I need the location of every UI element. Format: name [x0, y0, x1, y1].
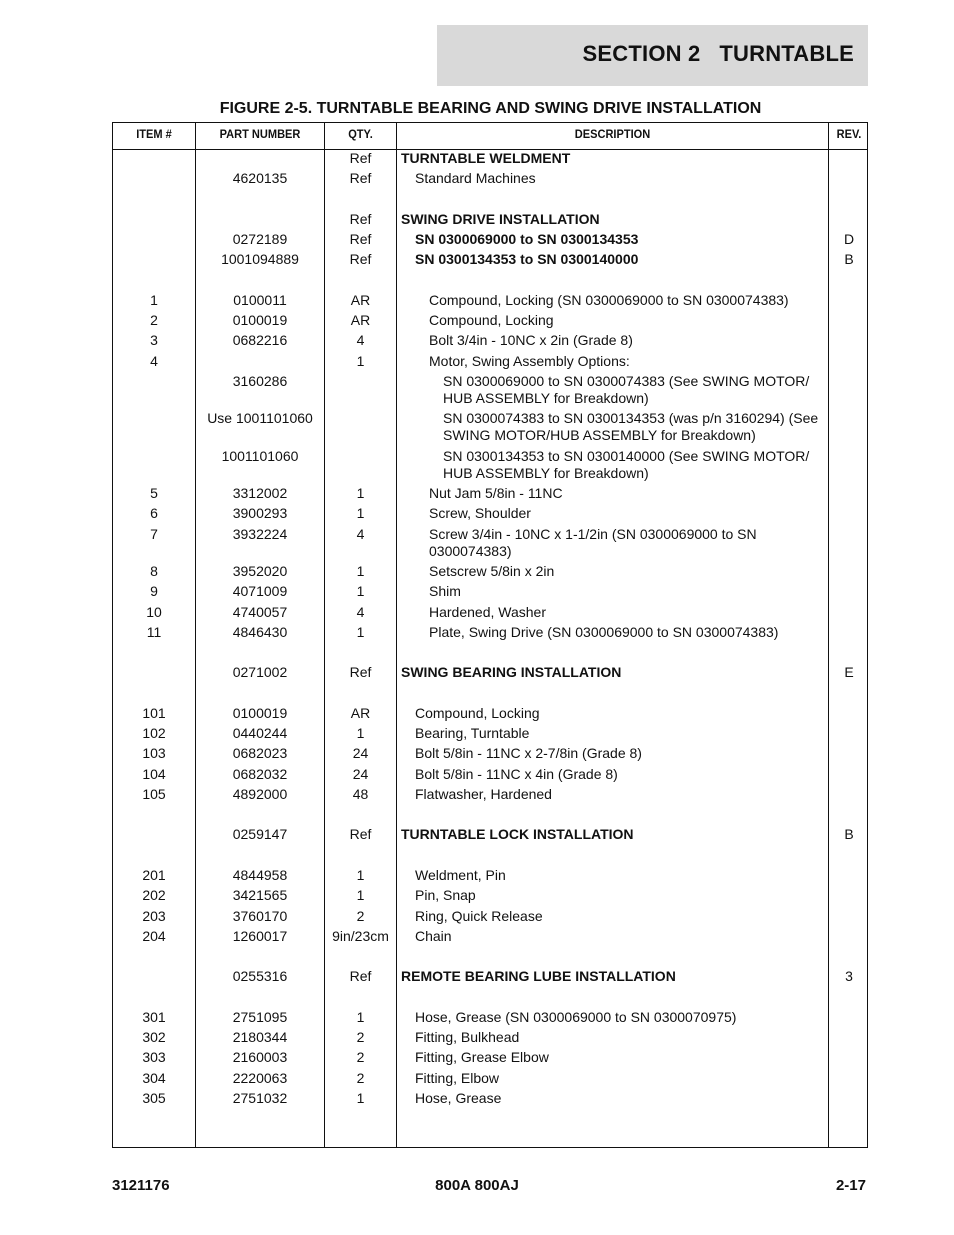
- description: Bearing, Turntable: [415, 725, 530, 741]
- quantity: AR: [350, 705, 371, 721]
- description: Setscrew 5/8in x 2in: [429, 563, 555, 579]
- description: Bolt 5/8in - 11NC x 4in (Grade 8): [415, 766, 618, 782]
- description: SWING DRIVE INSTALLATION: [401, 211, 600, 227]
- description: Compound, Locking: [429, 312, 554, 328]
- description: SN 0300069000 to SN 0300134353: [415, 231, 639, 247]
- quantity: 1: [356, 563, 365, 579]
- part-number: 0682023: [232, 745, 288, 761]
- description: Compound, Locking (SN 0300069000 to SN 0300074383): [429, 292, 789, 308]
- item-number: 305: [142, 1090, 166, 1106]
- description: Nut Jam 5/8in - 11NC: [429, 485, 563, 501]
- quantity: 24: [352, 766, 369, 782]
- part-number: 4844958: [232, 867, 288, 883]
- description: Screw, Shoulder: [429, 505, 531, 521]
- quantity: 1: [356, 353, 365, 369]
- item-number: 103: [142, 745, 166, 761]
- quantity: AR: [350, 312, 371, 328]
- quantity: Ref: [349, 968, 372, 984]
- item-number: 201: [142, 867, 166, 883]
- quantity: 1: [356, 583, 365, 599]
- quantity: 4: [356, 332, 365, 348]
- description: Standard Machines: [415, 170, 536, 186]
- part-number: 0100019: [232, 705, 288, 721]
- description: Bolt 5/8in - 11NC x 2-7/8in (Grade 8): [415, 745, 642, 761]
- description: Fitting, Elbow: [415, 1070, 500, 1086]
- quantity: Ref: [349, 211, 372, 227]
- quantity: 24: [352, 745, 369, 761]
- quantity: 2: [356, 1049, 365, 1065]
- item-number: 105: [142, 786, 166, 802]
- quantity: 1: [356, 505, 365, 521]
- item-number: 302: [142, 1029, 166, 1045]
- column-header-description: DESCRIPTION: [574, 127, 651, 141]
- section-header: [437, 25, 868, 86]
- part-number: 1001094889: [221, 251, 299, 267]
- item-number: 10: [146, 604, 162, 620]
- item-number: 104: [142, 766, 166, 782]
- quantity: Ref: [349, 170, 372, 186]
- item-number: 301: [142, 1009, 166, 1025]
- quantity: Ref: [349, 664, 372, 680]
- quantity: 2: [356, 1070, 365, 1086]
- item-number: 204: [142, 928, 166, 944]
- description: Flatwasher, Hardened: [415, 786, 552, 802]
- item-number: 5: [150, 485, 158, 501]
- part-number: 4071009: [232, 583, 288, 599]
- item-number: 4: [150, 353, 158, 369]
- quantity: Ref: [349, 251, 372, 267]
- quantity: 1: [356, 485, 365, 501]
- description: Hose, Grease: [415, 1090, 502, 1106]
- part-number: 1260017: [232, 928, 288, 944]
- part-number: 0100019: [232, 312, 288, 328]
- description: Pin, Snap: [415, 887, 476, 903]
- description: Shim: [429, 583, 461, 599]
- quantity: 2: [356, 1029, 365, 1045]
- part-number: 2751032: [232, 1090, 288, 1106]
- part-number: Use 1001101060: [207, 410, 313, 426]
- item-number: 6: [150, 505, 158, 521]
- part-number: 2220063: [232, 1070, 288, 1086]
- part-number: 0272189: [232, 231, 288, 247]
- quantity: 48: [352, 786, 369, 802]
- quantity: 4: [356, 526, 365, 542]
- description: Compound, Locking: [415, 705, 540, 721]
- quantity: AR: [350, 292, 371, 308]
- part-number: 3421565: [232, 887, 288, 903]
- section-title: SECTION 2 TURNTABLE: [582, 41, 854, 66]
- quantity: 1: [356, 624, 365, 640]
- description: Bolt 3/4in - 10NC x 2in (Grade 8): [429, 332, 633, 348]
- part-number: 2751095: [232, 1009, 288, 1025]
- quantity: 4: [356, 604, 365, 620]
- item-number: 9: [150, 583, 158, 599]
- part-number: 0255316: [232, 968, 288, 984]
- part-number: 3952020: [232, 563, 288, 579]
- part-number: 4620135: [232, 170, 288, 186]
- part-number: 3932224: [232, 526, 288, 542]
- part-number: 0440244: [232, 725, 288, 741]
- quantity: 1: [356, 887, 365, 903]
- description: Plate, Swing Drive (SN 0300069000 to SN 0300074383): [429, 624, 779, 640]
- item-number: 102: [142, 725, 166, 741]
- part-number: 4740057: [232, 604, 288, 620]
- description: Motor, Swing Assembly Options:: [429, 353, 630, 369]
- part-number: 2160003: [232, 1049, 288, 1065]
- quantity: 1: [356, 1009, 365, 1025]
- item-number: 101: [142, 705, 166, 721]
- part-number: 3160286: [232, 373, 288, 389]
- part-number: 0682032: [232, 766, 288, 782]
- revision: B: [844, 826, 854, 842]
- description: TURNTABLE WELDMENT: [401, 150, 571, 166]
- quantity: 9in/23cm: [332, 928, 389, 944]
- part-number: 2180344: [232, 1029, 288, 1045]
- description: Screw 3/4in - 10NC x 1-1/2in (SN 0300069000 to SN 0300074383): [429, 526, 757, 559]
- footer-model: 800A 800AJ: [435, 1177, 519, 1194]
- description: Hose, Grease (SN 0300069000 to SN 0300070975): [415, 1009, 737, 1025]
- part-number: 0271002: [232, 664, 288, 680]
- footer-page-number: 2-17: [835, 1177, 866, 1194]
- description: TURNTABLE LOCK INSTALLATION: [401, 826, 634, 842]
- quantity: 1: [356, 725, 365, 741]
- item-number: 303: [142, 1049, 166, 1065]
- revision: B: [844, 251, 854, 267]
- description: SWING BEARING INSTALLATION: [401, 664, 622, 680]
- part-number: 4846430: [232, 624, 288, 640]
- column-header-qty: QTY.: [348, 127, 373, 141]
- description: SN 0300074383 to SN 0300134353 (was p/n 3160294) (See SWING MOTOR/HUB ASSEMBLY for Breakdown): [443, 410, 819, 443]
- footer-doc-number: 3121176: [112, 1177, 170, 1194]
- quantity: 2: [356, 908, 365, 924]
- item-number: 304: [142, 1070, 166, 1086]
- item-number: 7: [150, 526, 158, 542]
- item-number: 1: [150, 292, 158, 308]
- description: Hardened, Washer: [429, 604, 546, 620]
- description: Fitting, Bulkhead: [415, 1029, 520, 1045]
- part-number: 3312002: [232, 485, 288, 501]
- column-divider: [828, 123, 829, 1147]
- quantity: Ref: [349, 150, 372, 166]
- item-number: 3: [150, 332, 158, 348]
- parts-table: [112, 122, 868, 1148]
- quantity: Ref: [349, 231, 372, 247]
- description: SN 0300134353 to SN 0300140000 (See SWING MOTOR/ HUB ASSEMBLY for Breakdown): [443, 448, 810, 481]
- description: Ring, Quick Release: [415, 908, 543, 924]
- revision: E: [844, 664, 854, 680]
- description: REMOTE BEARING LUBE INSTALLATION: [401, 968, 676, 984]
- description: SN 0300134353 to SN 0300140000: [415, 251, 639, 267]
- part-number: 0682216: [232, 332, 288, 348]
- item-number: 203: [142, 908, 166, 924]
- revision: D: [843, 231, 855, 247]
- figure-title: FIGURE 2-5. TURNTABLE BEARING AND SWING DRIVE INSTALLATION: [219, 100, 762, 117]
- item-number: 11: [146, 624, 162, 640]
- quantity: Ref: [349, 826, 372, 842]
- description: Weldment, Pin: [415, 867, 506, 883]
- quantity: 1: [356, 867, 365, 883]
- column-header-rev: REV.: [836, 127, 862, 141]
- part-number: 1001101060: [221, 448, 299, 464]
- column-header-part-number: PART NUMBER: [219, 127, 301, 141]
- item-number: 202: [142, 887, 166, 903]
- description: SN 0300069000 to SN 0300074383 (See SWING MOTOR/ HUB ASSEMBLY for Breakdown): [443, 373, 810, 406]
- part-number: 0259147: [232, 826, 288, 842]
- revision: 3: [845, 968, 853, 984]
- quantity: 1: [356, 1090, 365, 1106]
- part-number: 3760170: [232, 908, 288, 924]
- column-header-item: ITEM #: [136, 127, 172, 141]
- description: Fitting, Grease Elbow: [415, 1049, 549, 1065]
- description: Chain: [415, 928, 452, 944]
- item-number: 8: [150, 563, 158, 579]
- item-number: 2: [150, 312, 158, 328]
- part-number: 3900293: [232, 505, 288, 521]
- part-number: 0100011: [233, 292, 287, 308]
- part-number: 4892000: [232, 786, 288, 802]
